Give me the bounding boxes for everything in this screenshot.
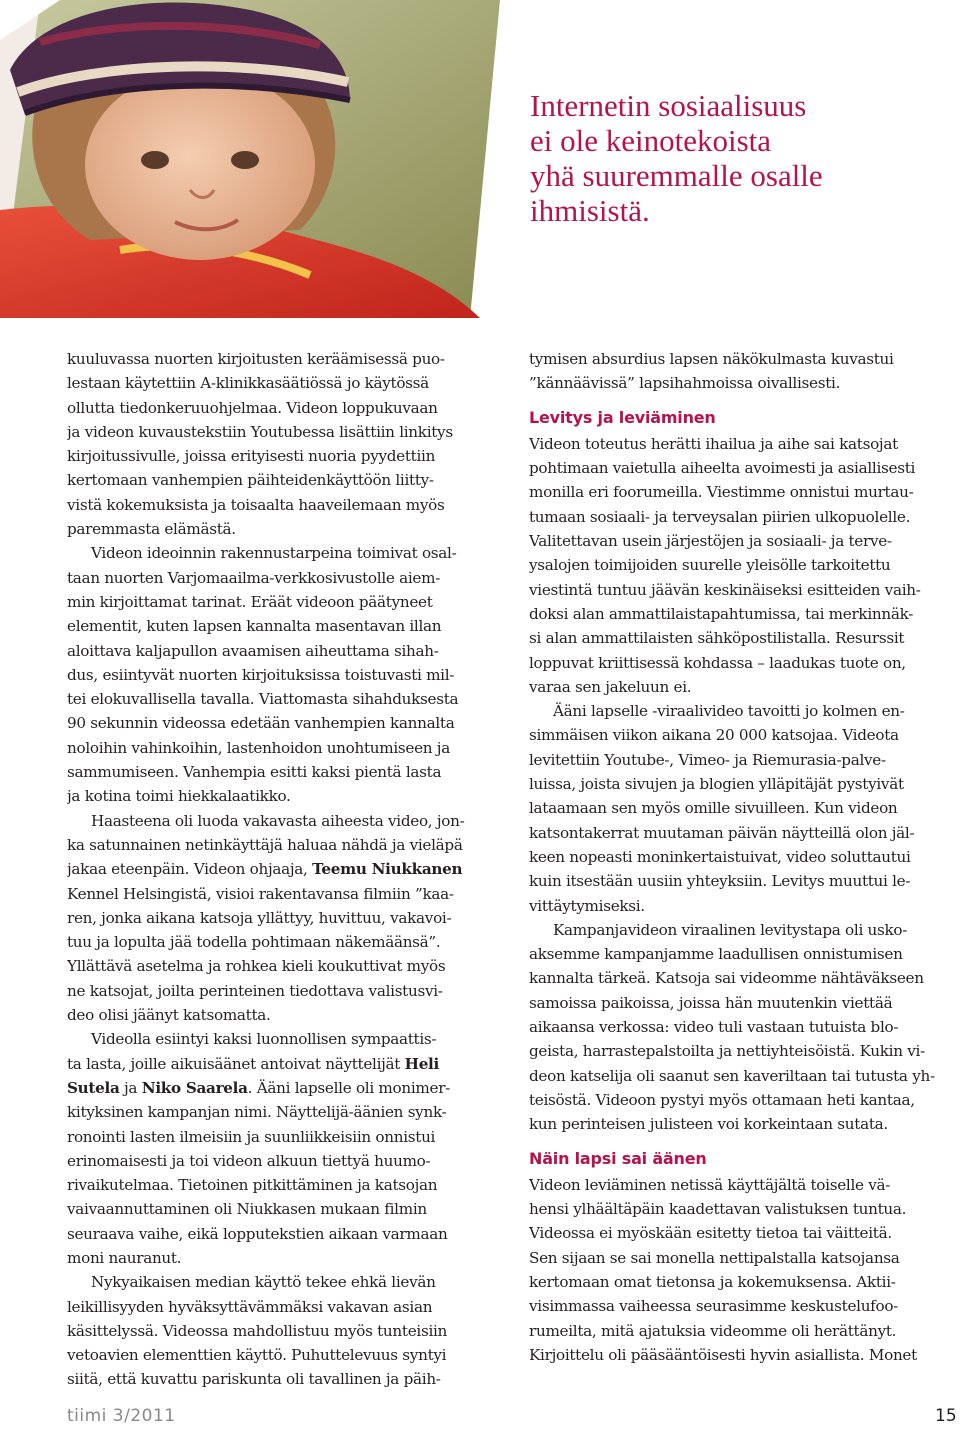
text-run: jakaa eteenpäin. Videon ohjaaja,	[67, 860, 313, 879]
paragraph	[529, 1173, 959, 1367]
text-line: Videolla esiintyi kaksi luonnollisen sympaattis-	[91, 1030, 437, 1049]
paragraph	[529, 918, 959, 1137]
issue-label: tiimi 3/2011	[67, 1406, 176, 1426]
text-line: pohtimaan vaietulla aiheelta avoimesti ja asiallisesti	[529, 459, 916, 478]
text-line: ren, jonka aikana katsoja yllättyy, huvittuu, vakavoi-	[67, 908, 452, 927]
text-line: Sen sijaan se sai monella nettipalstalla katsojansa	[529, 1248, 900, 1267]
text-line: kertomaan omat tietonsa ja kokemuksensa. Aktii-	[529, 1272, 896, 1291]
text-run: ta lasta, joille aikuisäänet antoivat näyttelijät	[67, 1054, 405, 1073]
paragraph	[67, 1270, 499, 1391]
text-line: viestintä tuntuu jäävän keskinäiseksi esitteiden vaih-	[529, 580, 921, 599]
text-line: 90 sekunnin videossa edetään vanhempien kannalta	[67, 714, 455, 733]
text-line: noloihin vahinkoihin, lastenhoidon unohtumiseen ja	[67, 738, 450, 757]
text-line: teisöstä. Videoon pystyi myös ottamaan heti kantaa,	[529, 1090, 915, 1109]
text-line: Videon leviäminen netissä käyttäjältä toiselle vä-	[529, 1175, 891, 1194]
paragraph	[67, 809, 499, 1028]
text-line: ollutta tiedonkeruuohjelmaa. Videon loppukuvaan	[67, 398, 438, 417]
pull-quote-line: Internetin sosiaalisuus	[530, 88, 807, 123]
text-line: sammumiseen. Vanhempia esitti kaksi pientä lasta	[67, 763, 442, 782]
text-line: lataamaan sen myös omille sivuilleen. Kun videon	[529, 799, 898, 818]
paragraph	[67, 1027, 499, 1270]
left-column	[67, 347, 499, 1392]
text-line: dus, esiintyvät nuorten kirjoituksissa toistuvasti mil-	[67, 665, 455, 684]
text-line: Haasteena oli luoda vakavasta aiheesta video, jon-	[91, 811, 465, 830]
text-line: doksi alan ammattilaistapahtumissa, tai merkinnäk-	[529, 604, 914, 623]
actor-name: Niko Saarela	[141, 1078, 248, 1097]
text-line: aloittava kaljapullon avaamisen aiheuttama sihah-	[67, 641, 439, 660]
text-line: Videon toteutus herätti ihailua ja aihe sai katsojat	[529, 434, 898, 453]
actor-name: Sutela	[67, 1078, 120, 1097]
text-line: ne katsojat, joilta perinteinen tiedottava valistusvi-	[67, 981, 443, 1000]
text-line: kuin itsestään uusiin yhteyksiin. Levitys muuttui le-	[529, 872, 911, 891]
text-line: tumaan sosiaali- ja terveysalan piirien ulkopuolelle.	[529, 507, 911, 526]
text-line: ysalojen toimijoiden suurelle yleisölle tarkoitettu	[529, 556, 891, 575]
text-line: käsittelyssä. Videossa mahdollistuu myös tunteisiin	[67, 1321, 448, 1340]
paragraph	[529, 699, 959, 918]
text-run: ja	[119, 1078, 142, 1097]
text-line: kun perinteisen julisteen voi korkeintaan sutata.	[529, 1115, 888, 1134]
text-line	[67, 1076, 499, 1100]
text-line: Kampanjavideon viraalinen levitystapa oli usko-	[553, 920, 908, 939]
text-line: vetoavien elementtien käyttö. Puhuttelevuus syntyi	[67, 1346, 447, 1365]
pull-quote-line: ei ole keinotekoista	[530, 123, 772, 158]
text-line: ”kännäävissä” lapsihahmoissa oivallisesti.	[529, 374, 841, 393]
text-line: ja kotina toimi hiekkalaatikko.	[67, 787, 291, 806]
text-line: deo olisi jäänyt katsomatta.	[67, 1006, 271, 1025]
paragraph	[529, 347, 959, 396]
text-line: Yllättävä asetelma ja rohkea kieli koukuttivat myös	[67, 957, 446, 976]
text-line: erinomaisesti ja toi videon alkuun tiettyä huumo-	[67, 1151, 431, 1170]
pull-quote	[530, 88, 940, 228]
text-line: rivaikutelmaa. Tietoinen pitkittäminen ja katsojan	[67, 1176, 438, 1195]
text-line: Ääni lapselle -viraalivideo tavoitti jo kolmen en-	[553, 702, 905, 721]
text-line: visimmassa vaiheessa seurasimme keskustelufoo-	[529, 1297, 899, 1316]
text-line: katsontakerrat muutaman päivän näytteillä olon jäl-	[529, 823, 915, 842]
text-line: ronointi lasten ilmeisiin ja suunliikkeisiin onnistui	[67, 1127, 436, 1146]
right-column	[529, 347, 959, 1367]
text-line: luissa, joista sivujen ja blogien ylläpitäjät pystyivät	[529, 775, 904, 794]
text-line: loppuvat kriittisessä kohdassa – laadukas tuote on,	[529, 653, 906, 672]
actor-name: Heli	[404, 1054, 439, 1073]
text-line: si alan ammattilaisten sähköpostilistalla. Resurssit	[529, 629, 905, 648]
text-line: rumeilta, mitä ajatuksia videomme oli herättänyt.	[529, 1321, 897, 1340]
text-line: monilla eri foorumeilla. Viestimme onnistui murtau-	[529, 483, 914, 502]
text-line: vistä kokemuksista ja toisaalta haaveilemaan myös	[67, 495, 445, 514]
text-line: Nykyaikaisen median käyttö tekee ehkä lievän	[91, 1273, 436, 1292]
text-line: keen nopeasti moninkertaistuivat, video soluttautui	[529, 847, 911, 866]
text-line: paremmasta elämästä.	[67, 520, 236, 539]
text-line: Valitettavan usein järjestöjen ja sosiaali- ja terve-	[529, 532, 892, 551]
text-line: kuuluvassa nuorten kirjoitusten keräämisessä puo-	[67, 350, 445, 368]
text-line: leikillisyyden hyväksyttävämmäksi vakavan asian	[67, 1297, 433, 1316]
text-line: siitä, että kuvattu pariskunta oli tavallinen ja päih-	[67, 1370, 441, 1389]
text-line: tuu ja lopulta jää todella pohtimaan näkemäänsä”.	[67, 933, 441, 952]
text-line: Videon ideoinnin rakennustarpeina toimivat osal-	[91, 544, 457, 563]
section-heading: Näin lapsi sai äänen	[529, 1148, 707, 1168]
text-line	[67, 1052, 499, 1076]
text-line: geista, harrastepalstoilta ja nettiyhteisöistä. Kukin vi-	[529, 1042, 925, 1061]
text-line: levitettiin Youtube-, Vimeo- ja Riemurasia-palve-	[529, 750, 886, 769]
text-line: vaivaannuttaminen oli Niukkasen mukaan filmin	[67, 1200, 427, 1219]
director-name: Teemu Niukkanen	[312, 860, 463, 879]
text-line: Kirjoittelu oli pääsääntöisesti hyvin asiallista. Monet	[529, 1345, 917, 1364]
text-line: kannalta tärkeä. Katsoja sai videomme nähtäväkseen	[529, 969, 924, 988]
paragraph	[67, 541, 499, 808]
text-line: kertomaan vanhempien päihteidenkäyttöön liitty-	[67, 471, 434, 490]
text-line: varaa sen jakeluun ei.	[529, 677, 692, 696]
text-line: taan nuorten Varjomaailma-verkkosivustolle aiem-	[67, 568, 441, 587]
text-line: vittäytymiseksi.	[529, 896, 645, 915]
text-line: ja videon kuvaustekstiin Youtubessa lisättiin linkitys	[67, 422, 453, 441]
text-line: deon katselija oli saanut sen kaveriltaan tai tutusta yh-	[529, 1066, 935, 1085]
text-line: kityksinen kampanjan nimi. Näyttelijä-äänien synk-	[67, 1103, 447, 1122]
text-line: lestaan käytettiin A-klinikkasäätiössä jo käytössä	[67, 374, 429, 393]
text-line: Kennel Helsingistä, visioi rakentavansa filmiin ”kaa-	[67, 884, 454, 903]
text-line: ka satunnainen netinkäyttäjä haluaa nähdä ja vieläpä	[67, 835, 463, 854]
text-line: moni nauranut.	[67, 1248, 182, 1267]
text-run: . Ääni lapselle oli monimer-	[247, 1078, 450, 1097]
pull-quote-line: ihmisistä.	[530, 193, 650, 228]
text-line: hensi ylhäältäpäin kaadettavan valistuksen tuntua.	[529, 1200, 907, 1219]
text-line: simmäisen viikon aikana 20 000 katsojaa. Videota	[529, 726, 899, 745]
section-heading: Levitys ja leviäminen	[529, 407, 716, 427]
text-line: aksemme kampanjamme laadullisen onnistumisen	[529, 945, 903, 964]
text-line: min kirjoittamat tarinat. Eräät videoon päätyneet	[67, 592, 433, 611]
paragraph	[67, 347, 499, 541]
page-number: 15	[935, 1406, 957, 1426]
text-line: kirjoitussivulle, joissa erityisesti nuoria pyydettiin	[67, 447, 436, 466]
text-line: tymisen absurdius lapsen näkökulmasta kuvastui	[529, 350, 894, 368]
paragraph	[529, 432, 959, 699]
text-line: samoissa paikoissa, joissa hän muutenkin viettää	[529, 993, 893, 1012]
pull-quote-line: yhä suuremmalle osalle	[530, 158, 823, 193]
child-photo	[0, 0, 500, 318]
text-line: Videossa ei myöskään esitetty tietoa tai väitteitä.	[529, 1224, 892, 1243]
text-line: aikaansa verkossa: video tuli vastaan tutuista blo-	[529, 1018, 899, 1037]
text-line: tei elokuvallisella tavalla. Viattomasta sihahduksesta	[67, 690, 459, 709]
text-line: seuraava vaihe, eikä lopputekstien aikaan varmaan	[67, 1224, 448, 1243]
text-line	[67, 857, 499, 881]
text-line: elementit, kuten lapsen kannalta masentavan illan	[67, 617, 442, 636]
